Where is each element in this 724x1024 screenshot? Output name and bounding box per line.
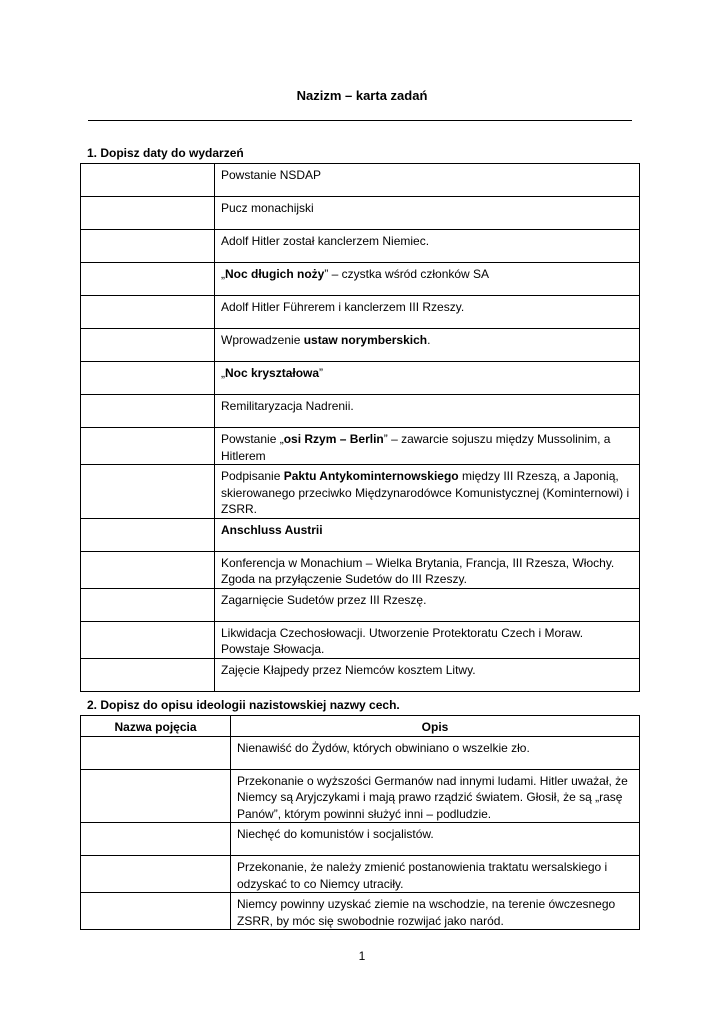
event-description	[215, 658, 640, 691]
text-span: Zajęcie Kłajpedy przez Niemców kosztem Litwy.	[221, 662, 476, 677]
event-description	[215, 588, 640, 621]
text-span: Powstanie NSDAP	[221, 168, 322, 182]
text-span: Powstanie „	[221, 432, 284, 446]
event-date-cell[interactable]	[81, 329, 215, 362]
event-row	[81, 230, 640, 263]
event-description	[215, 551, 640, 588]
ideology-row	[81, 856, 640, 893]
ideology-table	[80, 715, 640, 930]
bold-text: osi Rzym – Berlin	[283, 432, 384, 446]
page-number: 1	[358, 949, 366, 963]
ideology-header-row	[81, 716, 640, 737]
title-underline	[88, 120, 632, 121]
event-row	[81, 329, 640, 362]
ideology-row	[81, 769, 640, 823]
event-date-cell[interactable]	[81, 428, 215, 465]
event-date-cell[interactable]	[81, 551, 215, 588]
event-row	[81, 658, 640, 691]
event-date-cell[interactable]	[81, 263, 215, 296]
term-name-cell[interactable]	[81, 856, 231, 893]
event-row	[81, 588, 640, 621]
text-span: .	[427, 333, 431, 347]
text-span: Podpisanie	[221, 469, 284, 483]
event-description	[215, 362, 640, 395]
event-row	[81, 395, 640, 428]
text-span: „	[221, 366, 225, 380]
event-row	[81, 465, 640, 519]
term-name-cell[interactable]	[81, 893, 231, 930]
section1-heading: 1. Dopisz daty do wydarzeń	[87, 146, 244, 160]
text-span: Adolf Hitler Führerem i kanclerzem III Rzeszy.	[221, 300, 465, 314]
text-span: Likwidacja Czechosłowacji. Utworzenie Protektoratu Czech i Moraw. Powstaje Słowacja.	[221, 625, 584, 656]
text-span: między III Rzeszą, a Japonią, skierowanego przeciwko Międzynarodówce Komunistycznej (Kominternowi) i ZSRR.	[221, 469, 630, 516]
text-span: ” – zawarcie sojuszu między Mussolinim, a Hitlerem	[221, 432, 611, 463]
event-description	[215, 621, 640, 658]
event-date-cell[interactable]	[81, 197, 215, 230]
term-name-cell[interactable]	[81, 769, 231, 823]
column-header-term: Nazwa pojęcia	[81, 716, 231, 737]
event-row	[81, 164, 640, 197]
event-row	[81, 197, 640, 230]
bold-text: Noc długich noży	[225, 267, 325, 281]
text-span: ” – czystka wśród członków SA	[324, 267, 490, 281]
event-date-cell[interactable]	[81, 588, 215, 621]
event-date-cell[interactable]	[81, 230, 215, 263]
bold-text: Paktu Antykominternowskiego	[283, 469, 459, 483]
events-table	[80, 163, 640, 692]
term-description: Niemcy powinny uzyskać ziemie na wschodzie, na terenie ówczesnego ZSRR, by móc się swobodnie rozwijać jako naród.	[231, 893, 640, 930]
ideology-row	[81, 736, 640, 769]
event-date-cell[interactable]	[81, 621, 215, 658]
event-description	[215, 465, 640, 519]
text-span: Konferencja w Monachium – Wielka Brytania, Francja, III Rzesza, Włochy. Zgoda na przyłączenie Sudetów do III Rzeszy.	[221, 555, 615, 586]
text-span: Remilitaryzacja Nadrenii.	[221, 399, 354, 413]
term-description: Przekonanie o wyższości Germanów nad innymi ludami. Hitler uważał, że Niemcy są Aryjczykami i mają prawo rządzić światem. Głosił, że są „rasę Panów”, którym powinni służyć inni – podludzie.	[231, 769, 640, 823]
section2-heading: 2. Dopisz do opisu ideologii nazistowskiej nazwy cech.	[87, 698, 400, 712]
event-row	[81, 518, 640, 551]
term-description: Przekonanie, że należy zmienić postanowienia traktatu wersalskiego i odzyskać to co Niemcy utraciły.	[231, 856, 640, 893]
event-row	[81, 263, 640, 296]
event-description	[215, 395, 640, 428]
event-row	[81, 621, 640, 658]
event-row	[81, 296, 640, 329]
event-description	[215, 263, 640, 296]
term-description: Niechęć do komunistów i socjalistów.	[231, 823, 640, 856]
event-date-cell[interactable]	[81, 658, 215, 691]
text-span: Pucz monachijski	[221, 201, 314, 215]
bold-text: Noc kryształowa	[225, 366, 320, 380]
text-span: Adolf Hitler został kanclerzem Niemiec.	[221, 234, 430, 248]
ideology-row	[81, 893, 640, 930]
event-row	[81, 551, 640, 588]
term-description: Nienawiść do Żydów, których obwiniano o wszelkie zło.	[231, 736, 640, 769]
event-row	[81, 362, 640, 395]
event-date-cell[interactable]	[81, 164, 215, 197]
event-description	[215, 296, 640, 329]
event-description	[215, 230, 640, 263]
ideology-row	[81, 823, 640, 856]
text-span: „	[221, 267, 225, 281]
event-description	[215, 518, 640, 551]
bold-text: Anschluss Austrii	[221, 522, 323, 537]
event-date-cell[interactable]	[81, 518, 215, 551]
event-date-cell[interactable]	[81, 296, 215, 329]
term-name-cell[interactable]	[81, 823, 231, 856]
event-date-cell[interactable]	[81, 465, 215, 519]
page-title: Nazizm – karta zadań	[296, 88, 428, 103]
event-description	[215, 428, 640, 465]
text-span: Zagarnięcie Sudetów przez III Rzeszę.	[221, 592, 427, 607]
event-description	[215, 197, 640, 230]
text-span: ”	[319, 366, 324, 380]
event-description	[215, 329, 640, 362]
event-description	[215, 164, 640, 197]
bold-text: ustaw norymberskich	[303, 333, 428, 347]
event-row	[81, 428, 640, 465]
column-header-description: Opis	[231, 716, 640, 737]
event-date-cell[interactable]	[81, 395, 215, 428]
event-date-cell[interactable]	[81, 362, 215, 395]
text-span: Wprowadzenie	[221, 333, 304, 347]
term-name-cell[interactable]	[81, 736, 231, 769]
